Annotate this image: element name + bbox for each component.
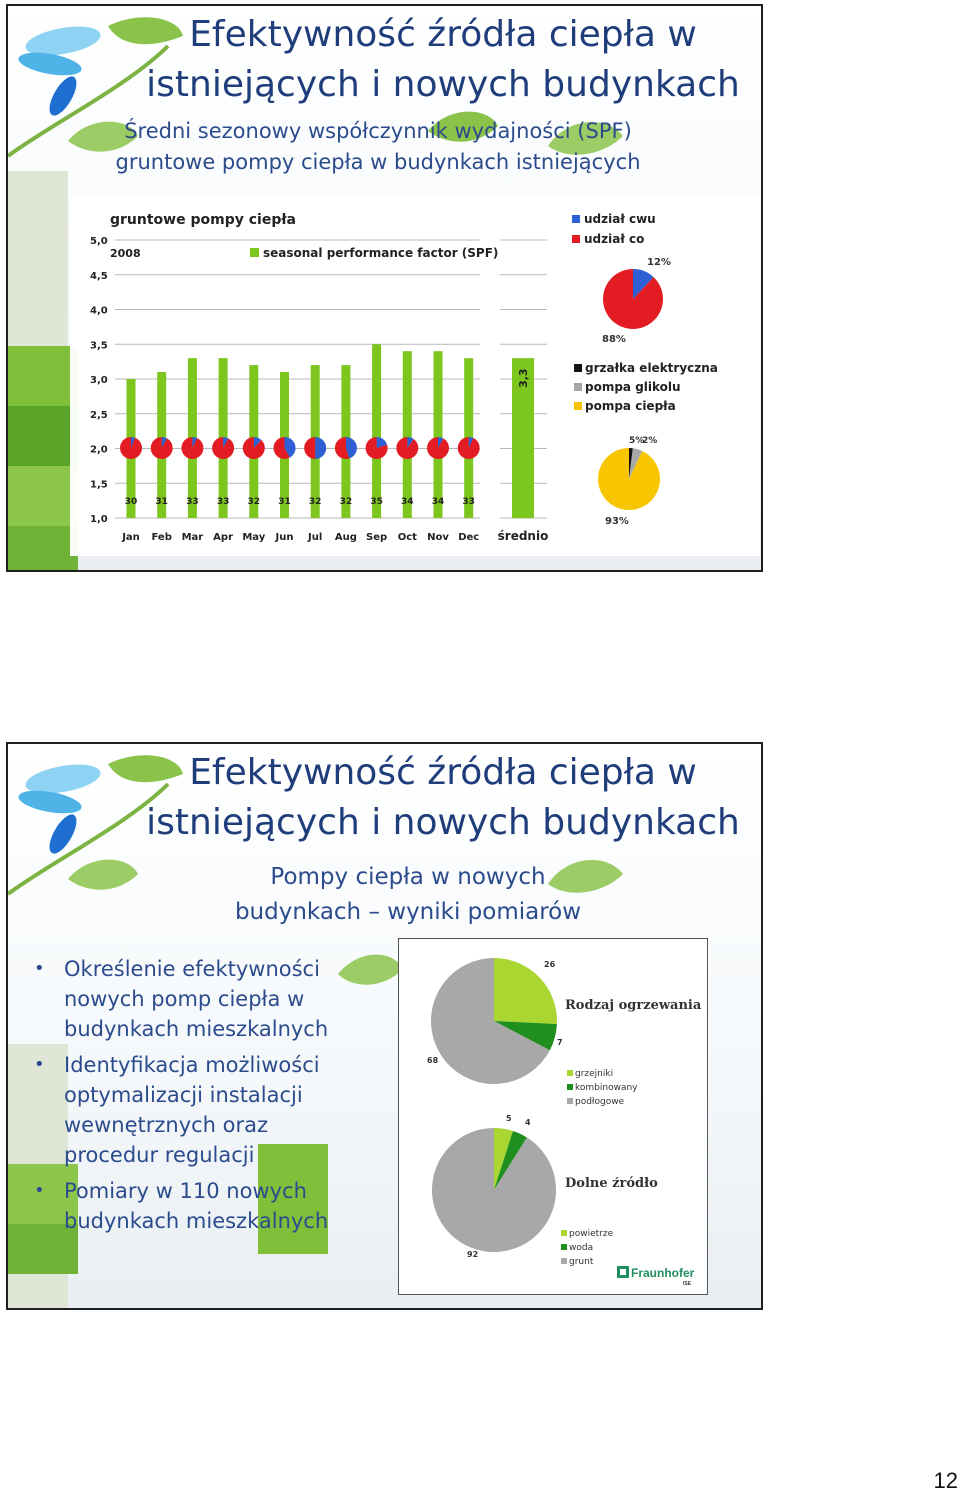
legend-ground-label: grunt (569, 1257, 594, 1267)
legend-spf-swatch (250, 248, 259, 257)
y-tick-label: 1,5 (90, 479, 108, 491)
pie1-big-label: 88% (602, 334, 626, 345)
legend-co-swatch (572, 235, 580, 243)
bar-value-label: 32 (339, 497, 353, 507)
grid-lines (115, 240, 547, 518)
legend-combined-label: kombinowany (575, 1083, 638, 1093)
bullet-item: • Pomiary w 110 nowych budynkach mieszkalnych (30, 1176, 330, 1236)
x-tick-label: Mar (181, 532, 204, 543)
legend-air-label: powietrze (569, 1229, 614, 1239)
pie2-slice (598, 448, 660, 510)
legend-hp-swatch (574, 402, 582, 410)
bar-value-label: 33 (462, 497, 475, 507)
page-number: 12 (933, 1468, 958, 1493)
y-axis-ticks (90, 236, 108, 525)
legend-glycol-label: pompa glikolu (585, 380, 681, 394)
bar-value-label: 31 (278, 497, 291, 507)
bar-value-label: 32 (247, 497, 261, 507)
y-tick-label: 3,5 (90, 340, 108, 352)
legend-ground-swatch (561, 1258, 567, 1264)
bar-value-label: 34 (401, 497, 414, 507)
legend-cwu-swatch (572, 215, 580, 223)
y-tick-label: 2,5 (90, 409, 108, 421)
bar-value-label: 35 (370, 497, 383, 507)
slide-title: Efektywność źródła ciepła w istniejących i nowych budynkach (146, 14, 740, 105)
spf-chart (80, 202, 760, 552)
pie-heating-value-3: 68 (427, 1056, 439, 1065)
x-tick-label: Apr (213, 532, 234, 543)
bar-value-label: 30 (124, 497, 138, 507)
slide-title: Efektywność źródła ciepła w istniejących i nowych budynkach (146, 752, 740, 843)
month-pie-slice (315, 437, 326, 459)
chart-year: 2008 (110, 247, 141, 260)
bar-value-label: 3,3 (517, 368, 530, 388)
source-pie-slice (432, 1128, 556, 1252)
month-pie-slice (243, 437, 265, 459)
bar (403, 351, 412, 518)
y-tick-label: 4,5 (90, 270, 108, 282)
x-tick-label: średnio (497, 529, 549, 543)
legend-water-label: woda (569, 1243, 594, 1253)
x-tick-label: Jul (308, 532, 323, 543)
legend-floor-swatch (567, 1098, 573, 1104)
month-pie-slice (304, 437, 315, 459)
pie-heating-value-1: 26 (544, 960, 556, 969)
y-tick-label: 3,0 (90, 375, 108, 386)
pie-cwu-co (603, 269, 663, 329)
slide-new-buildings-measurements (6, 742, 763, 1310)
x-tick-label: Jan (122, 532, 140, 543)
bar-value-label: 33 (186, 497, 199, 507)
legend-combined-swatch (567, 1084, 573, 1090)
x-tick-label: Aug (334, 532, 357, 543)
bar-value-label: 31 (155, 497, 168, 507)
legend-radiators-swatch (567, 1070, 573, 1076)
x-tick-label: Sep (366, 532, 388, 543)
legend-spf-label: seasonal performance factor (SPF) (263, 246, 499, 260)
legend-air-swatch (561, 1230, 567, 1236)
pie2-tiny-label: 2% (642, 436, 658, 446)
y-tick-label: 5,0 (90, 236, 108, 247)
x-tick-label: Feb (151, 532, 172, 543)
bar-value-label: 32 (308, 497, 322, 507)
x-tick-label: Oct (397, 532, 417, 543)
x-tick-label: Jun (275, 532, 294, 543)
pie1-small-label: 12% (647, 257, 671, 268)
x-tick-label: May (242, 532, 266, 543)
pie-source-title: Dolne źródło (565, 1176, 658, 1191)
y-tick-label: 2,0 (90, 444, 108, 456)
bullet-list (30, 954, 330, 1242)
logo-sub: ISE (683, 1281, 692, 1287)
legend-heater-label: grzałka elektryczna (585, 361, 718, 375)
pie-ground-source (432, 1128, 556, 1252)
pie-heating-type (431, 958, 557, 1084)
legend-glycol-swatch (574, 383, 582, 391)
pie-charts-svg (399, 939, 707, 1294)
chart-heading: gruntowe pompy ciepła (110, 212, 296, 228)
bullet-item: • Identyfikacja możliwości optymalizacji instalacji wewnętrznych oraz procedur regulacji (30, 1050, 330, 1170)
pie1-slice (603, 269, 663, 329)
bullet-item: • Określenie efektywności nowych pomp ciepła w budynkach mieszkalnych (30, 954, 330, 1044)
legend-radiators-label: grzejniki (575, 1069, 614, 1079)
bars (124, 344, 535, 518)
y-tick-label: 1,0 (90, 514, 108, 525)
pie-energy-split (598, 448, 660, 510)
logo-text: Fraunhofer (631, 1266, 695, 1280)
y-tick-label: 4,0 (90, 305, 108, 317)
legend-cwu-label: udział cwu (584, 212, 656, 226)
bar (372, 344, 381, 518)
slide-subtitle-line2: budynkach – wyniki pomiarów (234, 899, 582, 925)
x-tick-label: Dec (458, 532, 480, 543)
legend-floor-label: podłogowe (575, 1097, 625, 1107)
pie-heating-value-2: 7 (557, 1038, 563, 1047)
slide-spf-existing-buildings (6, 4, 763, 572)
pie-heating-title: Rodzaj ogrzewania (565, 998, 702, 1013)
legend-water-swatch (561, 1244, 567, 1250)
legend-co-label: udział co (584, 232, 645, 246)
pie-source-value-1: 5 (506, 1114, 512, 1123)
slide-subtitle-line1: Pompy ciepła w nowych (270, 864, 546, 890)
slide-subtitle-line2: gruntowe pompy ciepła w budynkach istniejących (115, 150, 641, 174)
bar (431, 351, 445, 518)
bar-value-label: 33 (216, 497, 230, 507)
legend-heater-swatch (574, 364, 582, 372)
slide-subtitle-line1: Średni sezonowy współczynnik wydajności (SPF) (124, 119, 632, 143)
pie-source-value-2: 4 (525, 1118, 531, 1127)
x-tick-label: Nov (427, 532, 449, 543)
bar-value-label: 34 (431, 497, 445, 507)
pie-source-value-3: 92 (467, 1250, 479, 1259)
legend-hp-label: pompa ciepła (585, 399, 676, 413)
fraunhofer-logo (617, 1266, 695, 1287)
pie2-big-label: 93% (605, 516, 629, 527)
pie2-small-label: 5% (629, 436, 645, 446)
pie-charts-panel (398, 938, 708, 1295)
x-axis-labels (121, 529, 548, 543)
